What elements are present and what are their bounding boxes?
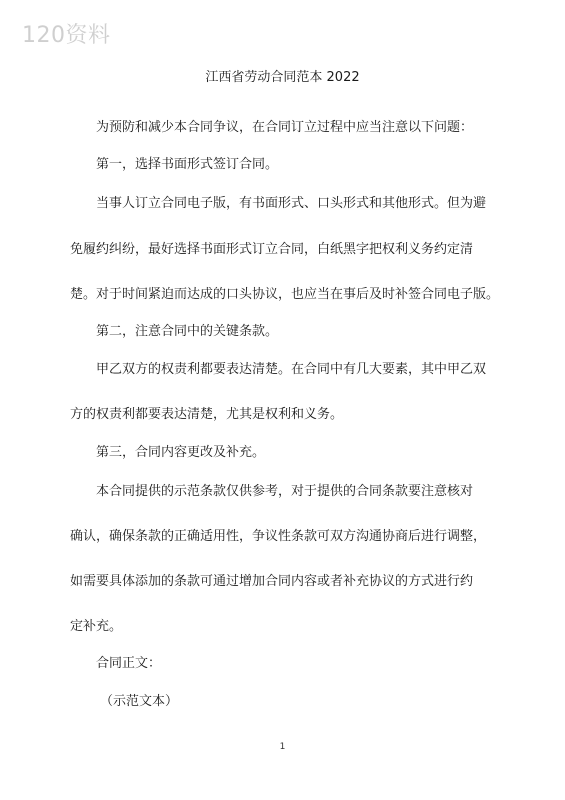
paragraph-line: 第一，选择书面形式签订合同。 <box>96 157 279 172</box>
watermark-logo: 120资料 <box>22 23 111 48</box>
paragraph-line: 楚。对于时间紧迫而达成的口头协议，也应当在事后及时补签合同电子版。 <box>70 287 500 302</box>
paragraph-line: 当事人订立合同电子版，有书面形式、口头形式和其他形式。但为避 <box>96 196 487 211</box>
paragraph-line: 为预防和减少本合同争议，在合同订立过程中应当注意以下问题： <box>96 120 474 135</box>
paragraph-line: 甲乙双方的权责利都要表达清楚。在合同中有几大要素，其中甲乙双 <box>96 362 487 377</box>
document-title: 江西省劳动合同范本 2022 <box>205 70 360 85</box>
paragraph-line: 合同正文： <box>96 656 162 671</box>
page-number: 1 <box>279 742 286 752</box>
paragraph-line: 确认，确保条款的正确适用性，争议性条款可双方沟通协商后进行调整， <box>70 529 487 544</box>
paragraph-line: 如需要具体添加的条款可通过增加合同内容或者补充协议的方式进行约 <box>70 574 474 589</box>
paragraph-line: 免履约纠纷，最好选择书面形式订立合同，白纸黑字把权利义务约定清 <box>70 242 474 257</box>
paragraph-line: 定补充。 <box>70 619 123 634</box>
paragraph-line: 本合同提供的示范条款仅供参考，对于提供的合同条款要注意核对 <box>96 484 474 499</box>
paragraph-line: 第二，注意合同中的关键条款。 <box>96 324 279 339</box>
paragraph-line: （示范文本） <box>100 694 179 709</box>
paragraph-line: 第三，合同内容更改及补充。 <box>96 445 266 460</box>
paragraph-line: 方的权责利都要表达清楚，尤其是权利和义务。 <box>70 407 344 422</box>
